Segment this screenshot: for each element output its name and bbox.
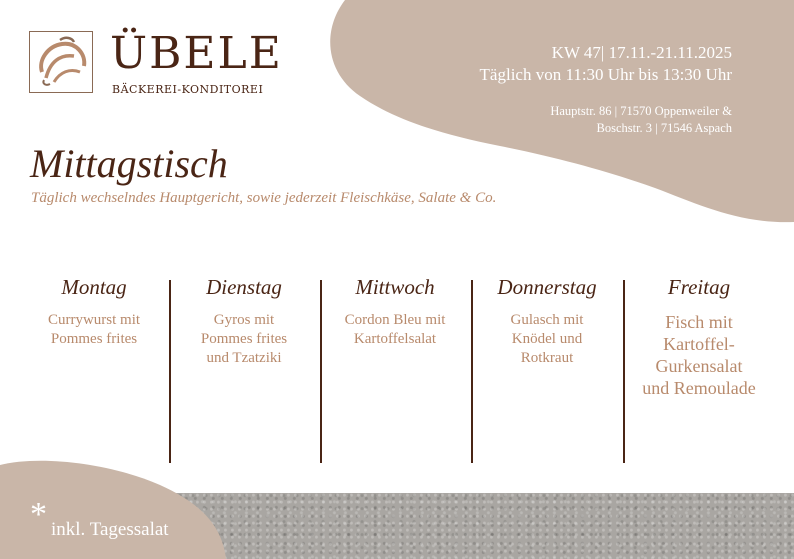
day-column-wednesday — [320, 274, 470, 349]
address-line-1: Hauptstr. 86 | 71570 Oppenweiler & — [550, 104, 732, 118]
day-name: Montag — [61, 275, 127, 299]
day-name: Mittwoch — [355, 275, 435, 299]
day-meal: Currywurst mit Pommes frites — [47, 312, 141, 347]
day-column-tuesday — [169, 274, 319, 368]
asterisk-icon: * — [30, 496, 47, 533]
footnote-text: inkl. Tagessalat — [51, 519, 169, 540]
footnote — [30, 496, 169, 540]
day-name: Donnerstag — [497, 275, 597, 299]
brand-logo — [29, 31, 93, 93]
day-name: Dienstag — [206, 275, 282, 299]
address-line-2: Boschstr. 3 | 71546 Aspach — [596, 121, 732, 135]
opening-hours: Täglich von 11:30 Uhr bis 13:30 Uhr — [479, 65, 732, 84]
day-meal: Gulasch mit Knödel und Rotkraut — [510, 312, 584, 366]
day-column-thursday — [472, 274, 622, 368]
day-meal: Gyros mit Pommes frites und Tzatziki — [200, 312, 288, 366]
day-column-friday — [624, 274, 774, 399]
day-meal: Cordon Bleu mit Kartoffelsalat — [344, 312, 446, 347]
week-range: KW 47| 17.11.-21.11.2025 — [551, 43, 732, 62]
brand-subtitle: BÄCKEREI-KONDITOREI — [112, 83, 264, 96]
brand-name: ÜBELE — [110, 28, 283, 79]
day-meal: Fisch mit Kartoffel-Gurkensalat und Remoulade — [642, 312, 756, 398]
croissant-logo-icon — [30, 32, 94, 94]
day-column-monday — [19, 274, 169, 349]
page-title: Mittagstisch — [30, 141, 228, 186]
page-subtitle: Täglich wechselndes Hauptgericht, sowie jederzeit Fleischkäse, Salate & Co. — [31, 190, 497, 206]
day-name: Freitag — [667, 275, 731, 299]
